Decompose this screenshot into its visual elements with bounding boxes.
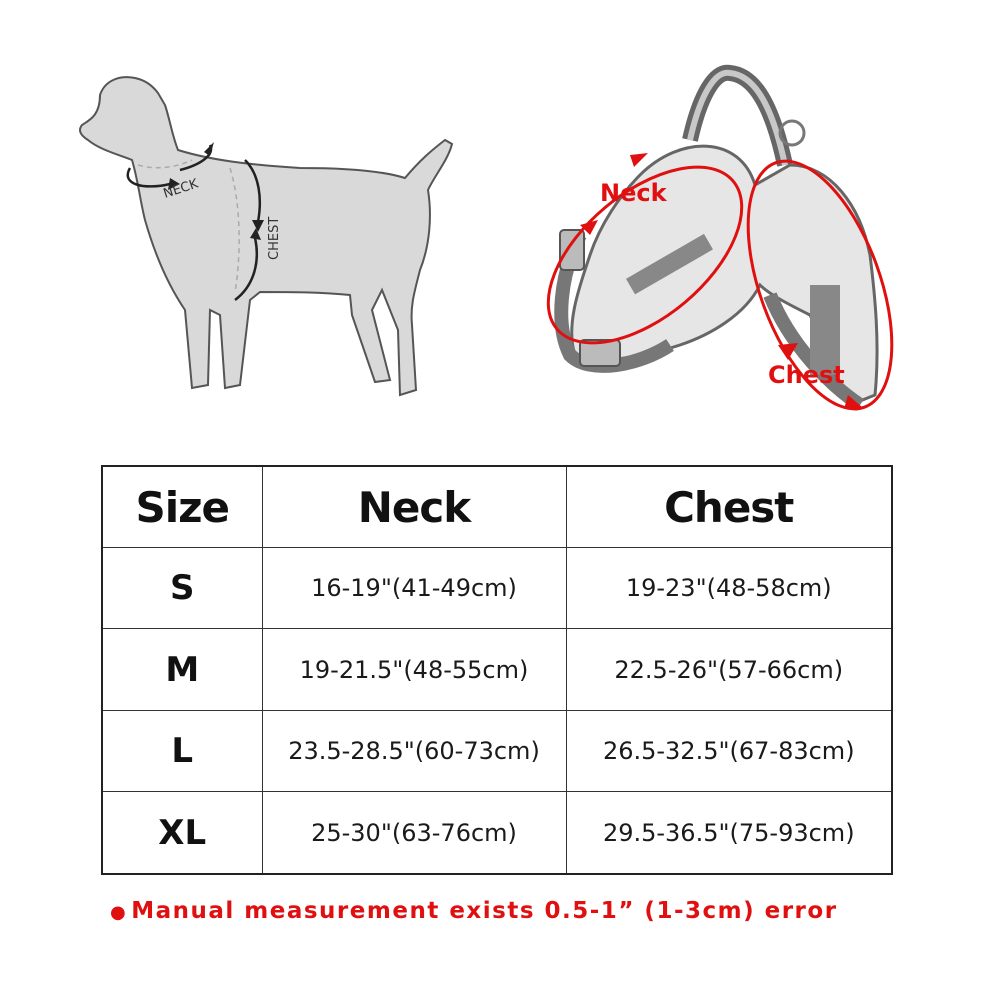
harness-buckle-left: [560, 230, 584, 270]
note-text: Manual measurement exists 0.5-1” (1-3cm) error: [131, 898, 838, 924]
table-row: [102, 710, 892, 791]
chest-cell: 26.5-32.5"(67-83cm): [566, 710, 892, 791]
harness-chest-label: Chest: [768, 361, 845, 389]
harness-neck-label: Neck: [600, 179, 667, 207]
dog-neck-label: NECK: [161, 176, 201, 202]
harness-measurement-illustration: [530, 55, 930, 435]
size-cell: M: [102, 629, 262, 710]
neck-cell: 23.5-28.5"(60-73cm): [262, 710, 566, 791]
neck-cell: 16-19"(41-49cm): [262, 548, 566, 629]
table-row: [102, 629, 892, 710]
neck-arrowhead-top: [630, 153, 648, 167]
chest-cell: 29.5-36.5"(75-93cm): [566, 792, 892, 874]
header-neck: Neck: [262, 466, 566, 548]
measurement-error-note: [110, 898, 910, 924]
size-cell: XL: [102, 792, 262, 874]
table-row: [102, 548, 892, 629]
size-cell: S: [102, 548, 262, 629]
neck-cell: 19-21.5"(48-55cm): [262, 629, 566, 710]
neck-cell: 25-30"(63-76cm): [262, 792, 566, 874]
chest-cell: 22.5-26"(57-66cm): [566, 629, 892, 710]
table-row: [102, 792, 892, 874]
dog-silhouette: [80, 77, 452, 395]
note-bullet: ●: [110, 902, 128, 923]
dog-measurement-illustration: [60, 60, 480, 420]
table-header-row: [102, 466, 892, 548]
chest-cell: 19-23"(48-58cm): [566, 548, 892, 629]
neck-arrowhead-2: [204, 142, 214, 156]
size-cell: L: [102, 710, 262, 791]
size-chart-table: [101, 465, 893, 875]
dog-chest-label: CHEST: [267, 216, 282, 260]
header-chest: Chest: [566, 466, 892, 548]
header-size: Size: [102, 466, 262, 548]
